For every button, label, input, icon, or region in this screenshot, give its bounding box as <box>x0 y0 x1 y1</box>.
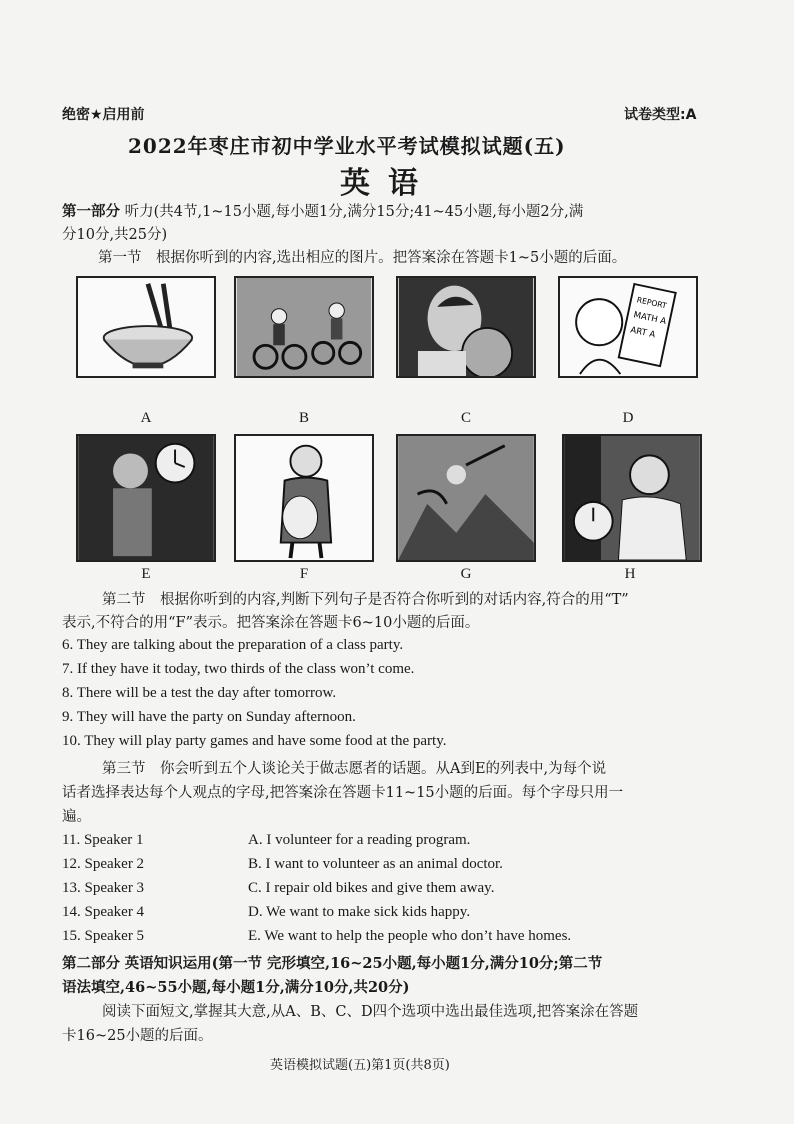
section3-instruction-line1: 第三节 你会听到五个人谈论关于做志愿者的话题。从A到E的列表中,为每个说 <box>102 761 607 777</box>
part2-heading-cont: 语法填空,46~55小题,每小题1分,满分10分,共20分) <box>62 979 410 996</box>
section1-instruction: 第一节 根据你听到的内容,选出相应的图片。把答案涂在答题卡1~5小题的后面。 <box>98 250 627 266</box>
picture-letter-h: H <box>624 566 636 582</box>
picture-letter-d: D <box>622 410 634 426</box>
statement-item: 8. There will be a test the day after tomorrow. <box>62 685 337 701</box>
statement-item: 6. They are talking about the preparation of a class party. <box>62 637 404 653</box>
statement-item: 9. They will have the party on Sunday afternoon. <box>62 709 356 725</box>
part1-heading-cont: 分10分,共25分) <box>62 227 168 243</box>
part1-heading <box>62 200 583 224</box>
subject-title: 英语 <box>340 166 436 201</box>
woman-alarm-clock-icon <box>562 434 702 562</box>
speaker-item: 11. Speaker 1 <box>62 832 144 848</box>
picture-letter-f: F <box>299 566 309 582</box>
section3-instruction-line2: 话者选择表达每个人观点的字母,把答案涂在答题卡11~15小题的后面。每个字母只用一 <box>62 785 624 801</box>
section2-instruction-line1: 第二节 根据你听到的内容,判断下列句子是否符合你听到的对话内容,符合的用“T” <box>102 592 629 608</box>
part2-instruction-line1: 阅读下面短文,掌握其大意,从A、B、C、D四个选项中选出最佳选项,把答案涂在答题 <box>102 1004 639 1020</box>
page-footer: 英语模拟试题(五)第1页(共8页) <box>270 1058 450 1073</box>
section2-instruction-line2: 表示,不符合的用“F”表示。把答案涂在答题卡6~10小题的后面。 <box>62 615 480 631</box>
option-item: E. We want to help the people who don’t have homes. <box>248 928 572 944</box>
part2-heading <box>62 952 602 976</box>
rice-bowl-chopsticks-icon <box>76 276 216 378</box>
standing-man-icon <box>234 434 374 562</box>
part2-instruction-line2: 卡16~25小题的后面。 <box>62 1028 213 1044</box>
statement-item: 10. They will play party games and have some food at the party. <box>62 733 447 749</box>
exam-title: 2022年枣庄市初中学业水平考试模拟试题(五) <box>128 134 566 158</box>
secret-label: 绝密★启用前 <box>62 107 145 123</box>
part1-heading-label: 第一部分 <box>62 203 120 220</box>
option-item: D. We want to make sick kids happy. <box>248 904 471 920</box>
cyclists-icon <box>234 276 374 378</box>
option-item: A. I volunteer for a reading program. <box>248 832 471 848</box>
picture-letter-e: E <box>141 566 151 582</box>
part2-heading-text: 英语知识运用(第一节 完形填空,16~25小题,每小题1分,满分10分;第二节 <box>124 955 603 972</box>
paper-type-label: 试卷类型:A <box>624 107 697 123</box>
picture-letter-g: G <box>460 566 472 582</box>
svg-text:REPORT: REPORT <box>635 295 668 311</box>
part1-heading-text: 听力(共4节,1~15小题,每小题1分,满分15分;41~45小题,每小题2分,满 <box>124 204 584 220</box>
statement-item: 7. If they have it today, two thirds of the class won’t come. <box>62 661 415 677</box>
option-item: B. I want to volunteer as an animal doctor. <box>248 856 503 872</box>
boy-ball-icon <box>396 276 536 378</box>
section3-instruction-line3: 遍。 <box>62 809 91 825</box>
speaker-item: 13. Speaker 3 <box>62 880 145 896</box>
picture-letter-a: A <box>140 410 152 426</box>
speaker-item: 12. Speaker 2 <box>62 856 145 872</box>
speaker-item: 14. Speaker 4 <box>62 904 145 920</box>
part2-heading-label: 第二部分 <box>62 955 120 972</box>
picture-letter-c: C <box>460 410 471 426</box>
option-item: C. I repair old bikes and give them away. <box>248 880 495 896</box>
picture-letter-b: B <box>298 410 309 426</box>
report-card-icon <box>558 276 698 378</box>
svg-text:ART A: ART A <box>629 325 657 341</box>
svg-text:MATH A: MATH A <box>632 310 667 327</box>
speaker-item: 15. Speaker 5 <box>62 928 145 944</box>
gardening-icon <box>396 434 536 562</box>
man-clock-icon <box>76 434 216 562</box>
